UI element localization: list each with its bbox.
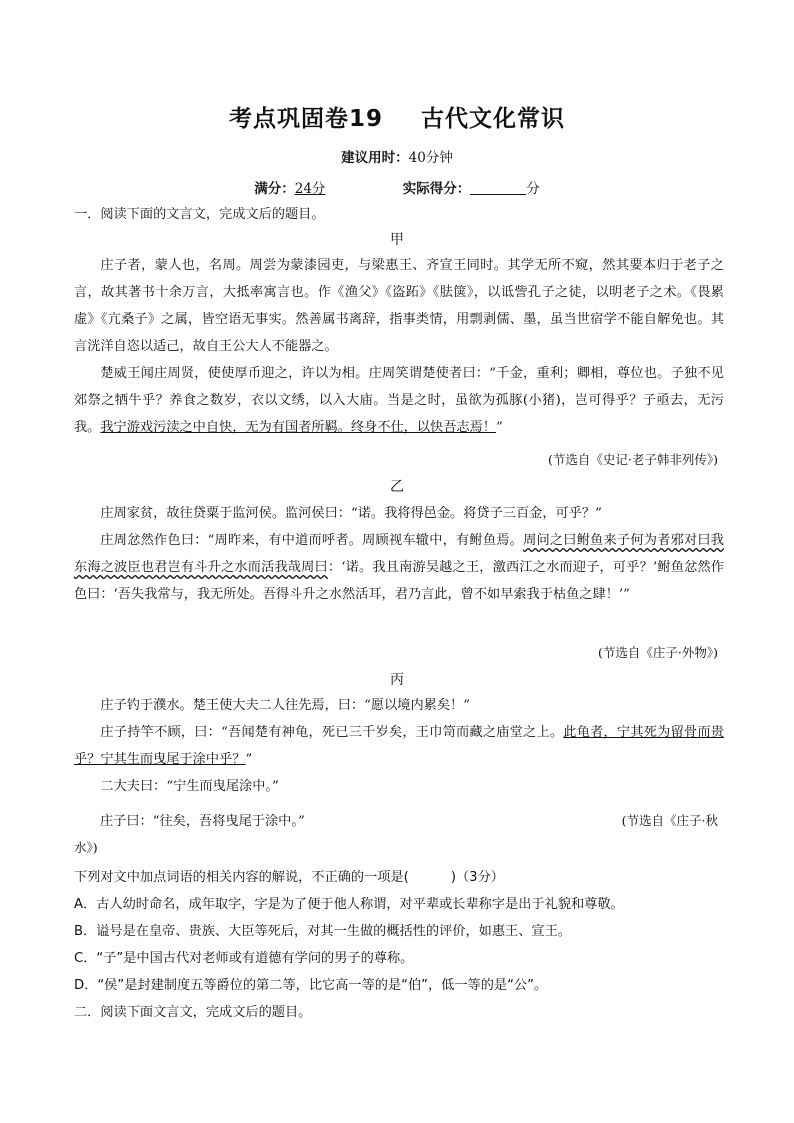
bing-source-b: 水》) <box>74 840 98 855</box>
yi-wavy-sentence: 周问之曰鲋鱼来子何为者邪对曰我东海之波臣也君岂有斗升之水而活我哉周曰 <box>74 533 724 575</box>
time-value: 40分钟 <box>408 150 453 166</box>
bing-p2-text: 庄子持竿不顾，曰：“吾闻楚有神龟，死已三千岁矣，王巾笥而藏之庙堂之上。 <box>100 725 564 740</box>
bing-paragraph-1: 庄子钓于濮水。楚王使大夫二人往先焉，曰：“愿以境内累矣！” <box>100 698 470 713</box>
score-value: 24分 <box>294 181 326 197</box>
jia-paragraph-2 <box>74 360 724 441</box>
question-stem <box>74 866 504 885</box>
title-left: 考点巩固卷19 <box>228 106 383 132</box>
bing-paragraph-3: 二大夫曰：“宁生而曳尾涂中。” <box>100 779 279 794</box>
yi-paragraph-2 <box>74 527 724 608</box>
yi-source: (节选自《庄子·外物》) <box>598 645 718 660</box>
passage-bing-heading: 丙 <box>390 672 404 688</box>
actual-score-unit: 分 <box>526 181 540 197</box>
jia-p2-end: ” <box>496 420 503 435</box>
title-right: 古代文化常识 <box>421 106 565 132</box>
passage-yi-heading: 乙 <box>390 479 404 495</box>
option-c: C．“子”是中国古代对老师或有道德有学问的男子的尊称。 <box>74 951 414 966</box>
yi-paragraph-1: 庄周家贫，故往贷粟于监河侯。监河侯曰：“诺。我将得邑金。将贷子三百金，可乎？” <box>100 506 602 521</box>
option-a: A．古人幼时命名，成年取字，字是为了便于他人称谓，对平辈或长辈称字是出于礼貌和尊敬。 <box>74 897 624 912</box>
passage-bing <box>74 692 724 800</box>
actual-score-label: 实际得分： <box>402 181 471 197</box>
jia-paragraph-1: 庄子者，蒙人也，名周。周尝为蒙漆园吏，与梁惠王、齐宣王同时。其学无所不窥，然其要本归于老子之言，故其著书十余万言，大抵率寓言也。作《渔父》《盗跖》《胠箧》，以诋訾孔子之徒，以明老子之术。《畏累虚》《亢桑子》之属，皆空语无事实。然善属书离辞，指事类情，用剽剥儒、墨，虽当世宿学不能自解免也。其言洸洋自恣以适己，故自王公大人不能器之。 <box>74 258 724 354</box>
bing-paragraph-2 <box>74 719 724 773</box>
yi-p2-text: 庄周忿然作色曰：“周昨来，有中道而呼者。周顾视车辙中，有鲋鱼焉。 <box>100 533 524 548</box>
question-points: )（3分） <box>450 870 504 885</box>
option-b: B．谥号是在皇帝、贵族、大臣等死后，对其一生做的概括性的评价，如惠王、宣王。 <box>74 924 571 939</box>
jia-p2-text: 楚威王闻庄周贤，使使厚币迎之，许以为相。庄周笑谓楚使者曰：“千金，重利；卿相，尊位也。子独不见郊祭之牺牛乎？养食之数岁，衣以文绣，以入大庙。当是之时，虽欲为孤豚(小猪)，岂可得乎？子亟去，无污我。 <box>74 366 724 435</box>
yi-p2-end: ：‘诺。我且南游吴越之王，激西江之水而迎子，可乎？’鲋鱼忿然作色曰：‘吾失我常与，我无所处。吾得斗升之水然活耳，君乃言此，曾不如早索我于枯鱼之肆！’” <box>74 560 724 602</box>
jia-underlined-sentence: 我宁游戏污渎之中自快，无为有国者所羁。终身不仕，以快吾志焉！ <box>100 420 496 435</box>
passage-yi <box>74 500 724 608</box>
question-stem-text: 下列对文中加点词语的相关内容的解说，不正确的一项是( <box>74 870 409 885</box>
score-label: 满分： <box>254 181 295 197</box>
bing-p2-end: ” <box>245 752 253 767</box>
time-label: 建议用时： <box>341 150 409 166</box>
bing-source-a: (节选自《庄子·秋 <box>621 813 718 828</box>
actual-score-blank[interactable] <box>470 180 526 195</box>
page-title <box>0 100 794 133</box>
bing-underlined-sentence: 此龟者，宁其死为留骨而贵乎？宁其生而曳尾于涂中乎？ <box>74 725 724 767</box>
passage-jia-heading: 甲 <box>390 232 404 248</box>
suggested-time <box>0 146 794 166</box>
bing-paragraph-4: 庄子曰：“往矣，吾将曳尾于涂中。” <box>100 814 305 829</box>
score-line <box>0 177 794 197</box>
section2-heading: 二．阅读下面文言文，完成文后的题目。 <box>74 1005 312 1020</box>
jia-source: (节选自《史记·老子韩非列传》) <box>548 452 718 467</box>
section1-heading: 一．阅读下面的文言文，完成文后的题目。 <box>74 207 325 222</box>
passage-jia <box>74 252 724 441</box>
option-d: D．“侯”是封建制度五等爵位的第二等，比它高一等的是“伯”，低一等的是“公”。 <box>74 978 548 993</box>
